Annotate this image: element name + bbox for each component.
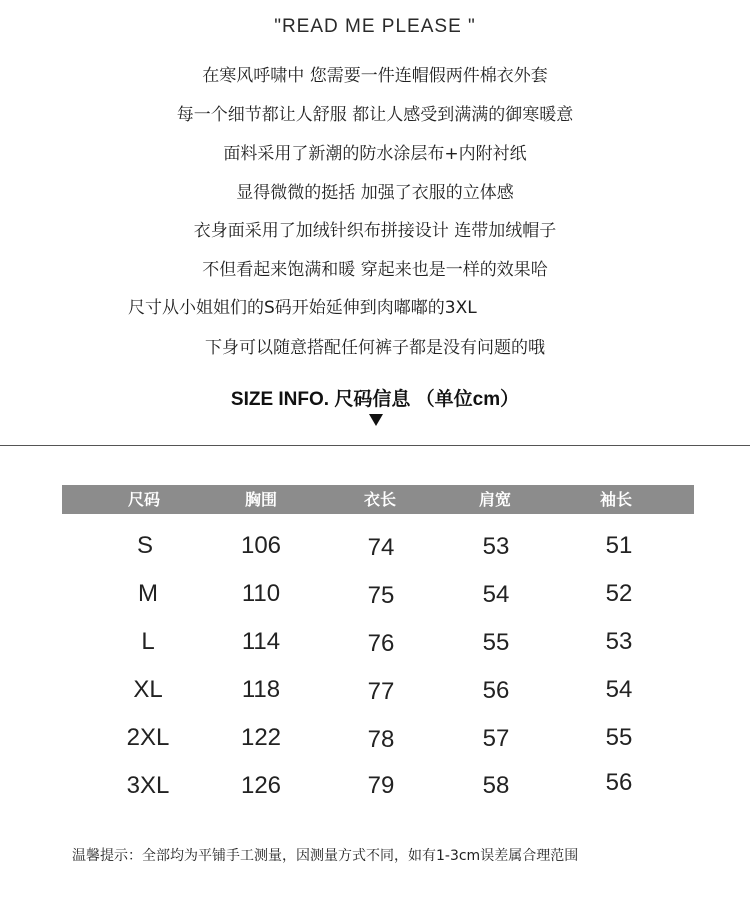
- description-line: 下身可以随意搭配任何裤子都是没有问题的哦: [205, 338, 545, 358]
- cell-chest: 110: [241, 580, 281, 607]
- readme-title: "READ ME PLEASE ": [274, 16, 476, 37]
- cell-length: 79: [367, 772, 395, 799]
- cell-length: 78: [367, 726, 395, 753]
- cell-sleeve: 51: [605, 532, 633, 559]
- description-line: 显得微微的挺括 加强了衣服的立体感: [236, 183, 514, 203]
- description-line: 衣身面采用了加绒针织布拼接设计 连带加绒帽子: [193, 221, 557, 241]
- section-divider: [0, 445, 750, 446]
- cell-length: 77: [367, 678, 395, 705]
- cell-size: 2XL: [126, 724, 170, 751]
- description-line: 每一个细节都让人舒服 都让人感受到满满的御寒暖意: [176, 105, 574, 125]
- footer-note: 温馨提示：全部均为平铺手工测量，因测量方式不同，如有1-3cm误差属合理范围: [72, 848, 579, 864]
- header-shoulder: 肩宽: [478, 490, 511, 509]
- cell-chest: 126: [240, 772, 282, 799]
- cell-chest: 106: [240, 532, 282, 559]
- cell-shoulder: 57: [482, 725, 510, 752]
- cell-size: S: [136, 532, 153, 559]
- cell-chest: 122: [240, 724, 282, 751]
- cell-shoulder: 53: [482, 533, 510, 560]
- cell-chest: 118: [241, 676, 281, 703]
- description-line: 在寒风呼啸中 您需要一件连帽假两件棉衣外套: [202, 66, 548, 86]
- header-sleeve: 袖长: [599, 490, 632, 509]
- size-info-heading: SIZE INFO. 尺码信息 （单位cm）: [230, 389, 520, 410]
- cell-length: 76: [367, 630, 395, 657]
- cell-length: 75: [367, 582, 395, 609]
- cell-shoulder: 55: [482, 629, 510, 656]
- table-row: [0, 724, 750, 764]
- header-size: 尺码: [127, 490, 160, 509]
- description-line: 面料采用了新潮的防水涂层布+内附衬纸: [223, 144, 527, 164]
- description-line: 尺寸从小姐姐们的S码开始延伸到肉嘟嘟的3XL: [128, 298, 477, 318]
- size-table-header: [62, 485, 694, 514]
- cell-size: M: [138, 580, 158, 607]
- cell-chest: 114: [241, 628, 281, 655]
- header-chest: 胸围: [244, 490, 277, 509]
- table-row: [0, 628, 750, 668]
- triangle-down-icon: [369, 414, 383, 426]
- table-row: [0, 580, 750, 620]
- cell-shoulder: 58: [482, 772, 510, 799]
- cell-sleeve: 53: [605, 628, 633, 655]
- description-line: 不但看起来饱满和暖 穿起来也是一样的效果哈: [202, 260, 548, 280]
- cell-size: XL: [133, 676, 163, 703]
- table-row: [0, 676, 750, 716]
- cell-sleeve: 54: [605, 676, 633, 703]
- header-length: 衣长: [363, 490, 396, 509]
- cell-size: L: [141, 628, 155, 655]
- cell-sleeve: 56: [605, 769, 633, 796]
- table-row: [0, 769, 750, 812]
- cell-sleeve: 55: [605, 724, 633, 751]
- table-row: [0, 532, 750, 572]
- cell-length: 74: [367, 534, 395, 561]
- cell-shoulder: 54: [482, 581, 510, 608]
- cell-shoulder: 56: [482, 677, 510, 704]
- cell-size: 3XL: [126, 772, 170, 799]
- cell-sleeve: 52: [605, 580, 633, 607]
